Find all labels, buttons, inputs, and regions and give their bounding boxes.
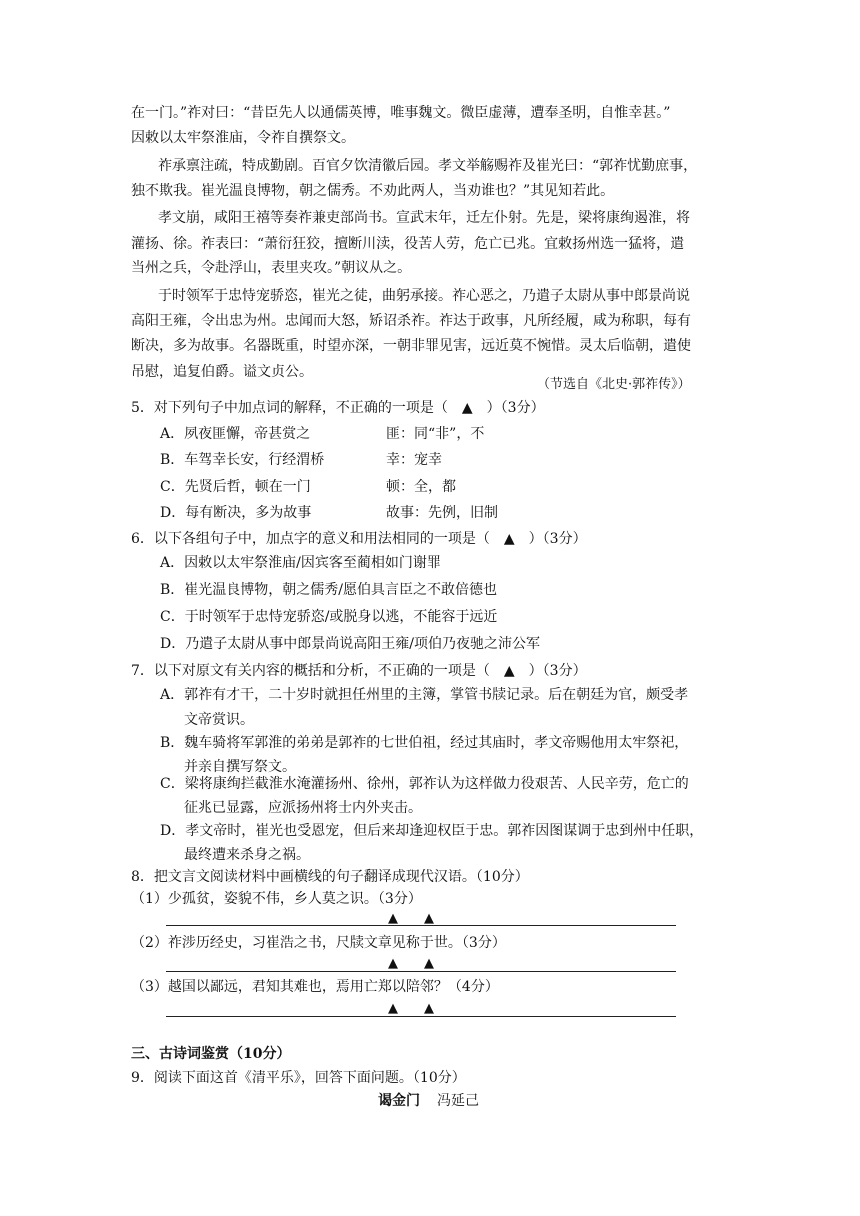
option-label: C．先贤后哲，顿在一门 <box>160 479 311 495</box>
option: D．孝文帝时，崔光也受恩宠，但后来却逢迎权臣于忠。郭祚因图谋调于忠到州中任职， <box>160 823 704 839</box>
translation-item: （1）少孤贫，姿貌不伟，乡人莫之识。（3分） <box>131 891 422 907</box>
option: C．于时领军于忠恃宠骄恣/或脱身以逃，不能容于远近 <box>160 609 498 625</box>
option-gloss: 匪：同“非”，不 <box>386 426 485 442</box>
passage-line: 孝文崩，咸阳王禧等奏祚兼吏部尚书。宣武末年，迁左仆射。先是，梁将康绚遏淮，将 <box>158 210 690 226</box>
question-stem: 9．阅读下面这首《清平乐》，回答下面问题。（10分） <box>131 1070 466 1086</box>
passage-line: 在一门。”祚对曰：“昔臣先人以通儒英博，唯事魏文。微臣虚薄，遭奉圣明，自惟幸甚。” <box>131 105 671 121</box>
translation-item: （2）祚涉历经史，习崔浩之书，尺牍文章见称于世。（3分） <box>131 935 506 951</box>
translation-item: （3）越国以鄙远，君知其难也，焉用亡郑以陪邻？（4分） <box>131 979 499 995</box>
option-continued: 最终遭来杀身之祸。 <box>184 847 310 863</box>
option: A．郭祚有才干，二十岁时就担任州里的主簿，掌管书牍记录。后在朝廷为官，颇受孝 <box>160 687 689 703</box>
option-gloss: 顿：全，都 <box>386 479 456 495</box>
passage-line: 吊慰，追复伯爵。谥文贞公。 <box>131 364 313 380</box>
question-stem: 8．把文言文阅读材料中画横线的句子翻译成现代汉语。（10分） <box>131 869 529 885</box>
option-continued: 征兆已显露，应派扬州将士内外夹击。 <box>184 800 422 816</box>
question-stem: 6．以下各组句子中，加点字的意义和用法相同的一项是（ ▲ ）（3分） <box>131 531 587 547</box>
question-stem: 7．以下对原文有关内容的概括和分析，不正确的一项是（ ▲ ）（3分） <box>131 663 587 679</box>
poem-title: 谒金门 <box>378 1093 420 1109</box>
passage-line: 灌扬、徐。祚表曰：“萧衍狂狡，擅断川渎，役苦人劳，危亡已兆。宜敕扬州选一猛将，遣 <box>131 236 685 252</box>
answer-mark: ▲ ▲ <box>388 956 434 971</box>
option-continued: 并亲自撰写祭文。 <box>184 759 296 775</box>
option: A．因敕以太牢祭淮庙/因宾客至蔺相如门谢罪 <box>160 555 441 571</box>
passage-line: 于时领军于忠恃宠骄恣，崔光之徒，曲躬承接。祚心恶之，乃遣子太尉从事中郎景尚说 <box>158 288 690 304</box>
passage-line: 高阳王雍，令出忠为州。忠闻而大怒，矫诏杀祚。祚达于政事，凡所经履，咸为称职，每有 <box>131 313 691 329</box>
passage-line: 断决，多为故事。名器既重，时望亦深，一朝非罪见害，远近莫不惋惜。灵太后临朝，遣使 <box>131 338 691 354</box>
passage-line: 独不欺我。崔光温良博物，朝之儒秀。不劝此两人，当劝谁也？”其见知若此。 <box>131 183 615 199</box>
option-label: A．夙夜匪懈，帝甚赏之 <box>160 426 311 442</box>
option-label: B．车驾幸长安，行经渭桥 <box>160 452 325 468</box>
passage-source: （节选自《北史·郭祚传》） <box>537 377 691 392</box>
poem-author: 冯延己 <box>437 1093 479 1109</box>
option-label: D．每有断决，多为故事 <box>160 505 312 521</box>
option: B．崔光温良博物，朝之儒秀/愿伯具言臣之不敢倍德也 <box>160 582 498 598</box>
option: D．乃遣子太尉从事中郎景尚说高阳王雍/项伯乃夜驰之沛公军 <box>160 636 540 652</box>
option-continued: 文帝赏识。 <box>184 712 254 728</box>
passage-line: 祚承禀注疏，特成勤剧。百官夕饮清徽后园。孝文举觞赐祚及崔光曰：“郭祚忧勤庶事， <box>158 158 698 174</box>
section-title: 三、古诗词鉴赏（10分） <box>131 1046 291 1062</box>
option: C．梁将康绚拦截淮水淹灌扬州、徐州，郭祚认为这样做力役艰苦、人民辛劳，危亡的 <box>160 776 689 792</box>
option: B．魏车骑将军郭淮的弟弟是郭祚的七世伯祖，经过其庙时，孝文帝赐他用太牢祭祀， <box>160 735 689 751</box>
answer-mark: ▲ ▲ <box>388 911 434 926</box>
question-stem: 5．对下列句子中加点词的解释，不正确的一项是（ ▲ ）（3分） <box>131 400 545 416</box>
option-gloss: 幸：宠幸 <box>386 452 442 468</box>
passage-line: 因敕以太牢祭淮庙，令祚自撰祭文。 <box>131 130 355 146</box>
answer-mark: ▲ ▲ <box>388 1001 434 1016</box>
option-gloss: 故事：先例，旧制 <box>386 505 498 521</box>
passage-line: 当州之兵，令赴浮山，表里夹攻。”朝议从之。 <box>131 260 412 276</box>
